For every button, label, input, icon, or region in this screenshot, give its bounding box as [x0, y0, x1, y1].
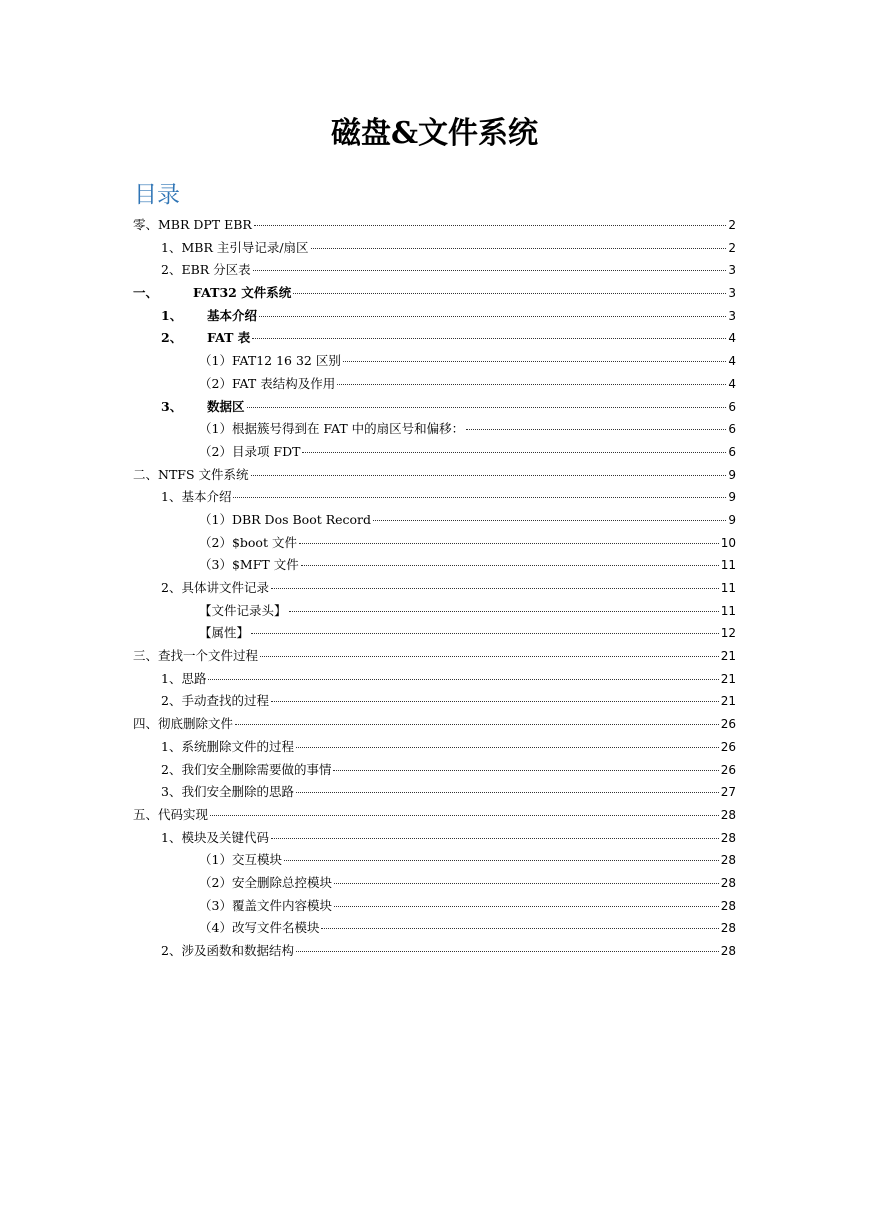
toc-entry[interactable] — [133, 940, 736, 963]
toc-entry-text: 2、具体讲文件记录 — [161, 580, 269, 595]
toc-page-number: 9 — [728, 490, 736, 505]
toc-entry[interactable] — [133, 214, 736, 237]
toc-page-number: 9 — [728, 467, 736, 482]
toc-entry-label — [199, 600, 287, 623]
toc-entry-number: 1、 — [161, 307, 183, 323]
toc-dot-leader — [296, 792, 719, 793]
toc-entry-label — [199, 872, 332, 895]
toc-entry-label — [161, 668, 206, 691]
toc-entry-text: 二、NTFS 文件系统 — [133, 466, 249, 482]
toc-entry-label — [161, 827, 269, 850]
toc-entry-text: 3、我们安全删除的思路 — [161, 784, 294, 800]
toc-entry-text: 【属性】 — [199, 625, 250, 641]
toc-dot-leader — [235, 724, 719, 725]
toc-entry-text: （1）交互模块 — [199, 852, 282, 868]
toc-entry[interactable] — [133, 645, 736, 668]
toc-entry-text: （3）覆盖文件内容模块 — [199, 897, 332, 913]
toc-page-number: 12 — [720, 626, 736, 641]
toc-entry-label — [133, 214, 252, 237]
toc-page-number: 26 — [720, 739, 736, 754]
toc-dot-leader — [254, 225, 727, 226]
toc-entry-label — [199, 350, 341, 373]
toc-page-number: 28 — [720, 944, 736, 958]
toc-entry[interactable] — [133, 327, 736, 350]
toc-page-number: 28 — [720, 853, 736, 868]
toc-dot-leader — [337, 384, 726, 385]
toc-page-number: 21 — [720, 671, 736, 686]
toc-page-number: 6 — [728, 422, 736, 437]
toc-entry-label — [161, 690, 269, 713]
toc-entry-text: （1）DBR Dos Boot Record — [199, 511, 372, 527]
toc-entry[interactable] — [133, 305, 736, 328]
toc-dot-leader — [373, 520, 726, 521]
toc-entry-label — [161, 396, 245, 419]
toc-dot-leader — [260, 656, 719, 657]
toc-entry-text: 2、我们安全删除需要做的事情 — [161, 761, 332, 777]
toc-entry-label — [199, 917, 319, 940]
toc-entry[interactable] — [133, 464, 736, 487]
toc-dot-leader — [271, 838, 719, 839]
toc-entry[interactable] — [133, 509, 736, 532]
toc-entry[interactable] — [133, 827, 736, 850]
toc-entry[interactable] — [133, 713, 736, 736]
document-title: 磁盘&文件系统 — [330, 116, 539, 151]
toc-entry[interactable] — [133, 690, 736, 713]
toc-entry-text: （4）改写文件名模块 — [199, 920, 320, 936]
toc-entry-text: 2、EBR 分区表 — [161, 262, 251, 278]
toc-dot-leader — [271, 588, 719, 589]
toc-entry[interactable] — [133, 849, 736, 872]
toc-entry-text: 基本介绍 — [207, 307, 258, 323]
toc-entry-label — [161, 305, 257, 328]
toc-entry[interactable] — [133, 622, 736, 645]
toc-dot-leader — [247, 407, 727, 408]
toc-entry-text: 三、查找一个文件过程 — [133, 648, 259, 664]
toc-entry-label — [199, 554, 299, 577]
toc-entry-text: FAT 表 — [207, 330, 251, 346]
toc-entry-text: 1、MBR 主引导记录/扇区 — [161, 239, 309, 255]
toc-dot-leader — [284, 860, 719, 861]
toc-entry[interactable] — [133, 282, 736, 305]
toc-entry-label — [161, 940, 294, 963]
toc-page-number: 2 — [728, 218, 736, 232]
toc-entry-text: 五、代码实现 — [133, 806, 209, 822]
toc-entry-label — [199, 509, 371, 532]
toc-entry-text: （2）FAT 表结构及作用 — [199, 375, 336, 391]
toc-page-number: 11 — [720, 558, 736, 573]
toc-dot-leader — [321, 928, 718, 929]
toc-entry[interactable] — [133, 895, 736, 918]
toc-entry-label — [133, 713, 233, 736]
toc-entry[interactable] — [133, 237, 736, 260]
toc-entry[interactable] — [133, 577, 736, 600]
toc-dot-leader — [296, 747, 719, 748]
toc-entry-text: 1、思路 — [161, 670, 207, 686]
table-of-contents — [133, 214, 736, 963]
toc-entry-label — [199, 418, 464, 441]
toc-entry-label — [199, 441, 300, 464]
toc-entry-text: 1、模块及关键代码 — [161, 829, 269, 845]
toc-dot-leader — [343, 361, 727, 362]
toc-page-number: 6 — [728, 444, 736, 459]
toc-dot-leader — [289, 611, 719, 612]
toc-entry-number: 3、 — [161, 398, 183, 414]
toc-entry[interactable] — [133, 917, 736, 940]
toc-entry[interactable] — [133, 781, 736, 804]
toc-page-number: 11 — [720, 581, 736, 595]
toc-page-number: 28 — [720, 898, 736, 913]
toc-entry[interactable] — [133, 486, 736, 509]
toc-entry-label — [133, 804, 208, 827]
toc-entry-label — [161, 327, 250, 350]
toc-entry[interactable] — [133, 350, 736, 373]
toc-entry-text: 2、涉及函数和数据结构 — [161, 943, 294, 958]
toc-page-number: 26 — [720, 717, 736, 732]
toc-entry-label — [161, 259, 251, 282]
toc-entry-text: （2）安全删除总控模块 — [199, 874, 332, 890]
toc-entry-text: （2）$boot 文件 — [199, 534, 297, 550]
toc-dot-leader — [253, 270, 727, 271]
toc-entry[interactable] — [133, 872, 736, 895]
toc-entry-text: 1、基本介绍 — [161, 489, 232, 505]
toc-dot-leader — [301, 565, 719, 566]
toc-entry-label — [199, 849, 282, 872]
toc-entry-label — [199, 373, 335, 396]
toc-dot-leader — [271, 701, 719, 702]
toc-entry-label — [161, 577, 269, 600]
toc-entry-label — [133, 282, 291, 305]
toc-entry-label — [161, 736, 294, 759]
toc-entry[interactable] — [133, 532, 736, 555]
toc-entry[interactable] — [133, 373, 736, 396]
toc-entry-label — [133, 464, 249, 487]
toc-dot-leader — [251, 475, 727, 476]
toc-dot-leader — [333, 770, 718, 771]
toc-dot-leader — [302, 452, 726, 453]
toc-dot-leader — [334, 906, 719, 907]
toc-entry-text: 1、系统删除文件的过程 — [161, 738, 294, 754]
toc-page-number: 21 — [720, 694, 736, 709]
toc-dot-leader — [233, 497, 726, 498]
toc-dot-leader — [259, 316, 726, 317]
toc-entry-label — [199, 622, 249, 645]
toc-page-number: 4 — [728, 331, 736, 346]
toc-entry-text: FAT32 文件系统 — [193, 285, 292, 301]
toc-dot-leader — [466, 429, 726, 430]
toc-entry-text: 【文件记录头】 — [199, 602, 287, 618]
toc-entry[interactable] — [133, 736, 736, 759]
toc-page-number: 3 — [728, 308, 736, 323]
toc-entry-label — [161, 237, 309, 260]
toc-page-number: 9 — [728, 512, 736, 527]
toc-entry[interactable] — [133, 804, 736, 827]
toc-dot-leader — [299, 543, 719, 544]
toc-entry-text: （2）目录项 FDT — [199, 443, 301, 459]
toc-dot-leader — [311, 248, 727, 249]
toc-entry-text: 数据区 — [207, 398, 245, 414]
toc-dot-leader — [210, 815, 719, 816]
toc-dot-leader — [293, 293, 726, 294]
toc-entry-number: 一、 — [133, 285, 159, 301]
toc-dot-leader — [296, 951, 719, 952]
toc-entry-text: 2、手动查找的过程 — [161, 693, 269, 709]
toc-page-number: 28 — [720, 875, 736, 890]
toc-dot-leader — [252, 338, 726, 339]
toc-page-number: 3 — [728, 286, 736, 301]
toc-entry[interactable] — [133, 759, 736, 782]
toc-page-number: 27 — [720, 785, 736, 800]
toc-entry-text: （3）$MFT 文件 — [199, 557, 299, 573]
toc-page-number: 28 — [720, 921, 736, 936]
toc-page-number: 3 — [728, 263, 736, 278]
toc-entry[interactable] — [133, 441, 736, 464]
toc-dot-leader — [334, 883, 719, 884]
toc-entry-text: （1）根据簇号得到在 FAT 中的扇区号和偏移： — [199, 421, 465, 437]
toc-page-number: 2 — [728, 240, 736, 255]
toc-entry[interactable] — [133, 396, 736, 419]
toc-entry-text: 零、MBR DPT EBR — [133, 217, 252, 232]
toc-entry-text: （1）FAT12 16 32 区别 — [199, 353, 341, 369]
toc-page-number: 4 — [728, 376, 736, 391]
toc-page-number: 28 — [720, 807, 736, 822]
toc-entry-text: 四、彻底删除文件 — [133, 716, 234, 732]
toc-dot-leader — [208, 679, 718, 680]
toc-entry-number: 2、 — [161, 330, 183, 346]
toc-entry-label — [199, 532, 297, 555]
toc-entry[interactable] — [133, 259, 736, 282]
toc-entry-label — [199, 895, 332, 918]
toc-entry[interactable] — [133, 418, 736, 441]
toc-entry[interactable] — [133, 668, 736, 691]
toc-page-number: 21 — [720, 649, 736, 664]
toc-entry-label — [161, 759, 331, 782]
toc-entry-label — [161, 486, 231, 509]
toc-page-number: 4 — [728, 354, 736, 369]
toc-page-number: 26 — [720, 762, 736, 777]
toc-entry-label — [161, 781, 294, 804]
toc-page-number: 6 — [728, 399, 736, 414]
toc-entry[interactable] — [133, 554, 736, 577]
toc-dot-leader — [251, 633, 719, 634]
toc-page-number: 28 — [720, 830, 736, 845]
toc-entry[interactable] — [133, 600, 736, 623]
toc-entry-label — [133, 645, 258, 668]
toc-page-number: 10 — [720, 535, 736, 550]
toc-page-number: 11 — [720, 603, 736, 618]
toc-heading: 目录 — [134, 182, 180, 208]
